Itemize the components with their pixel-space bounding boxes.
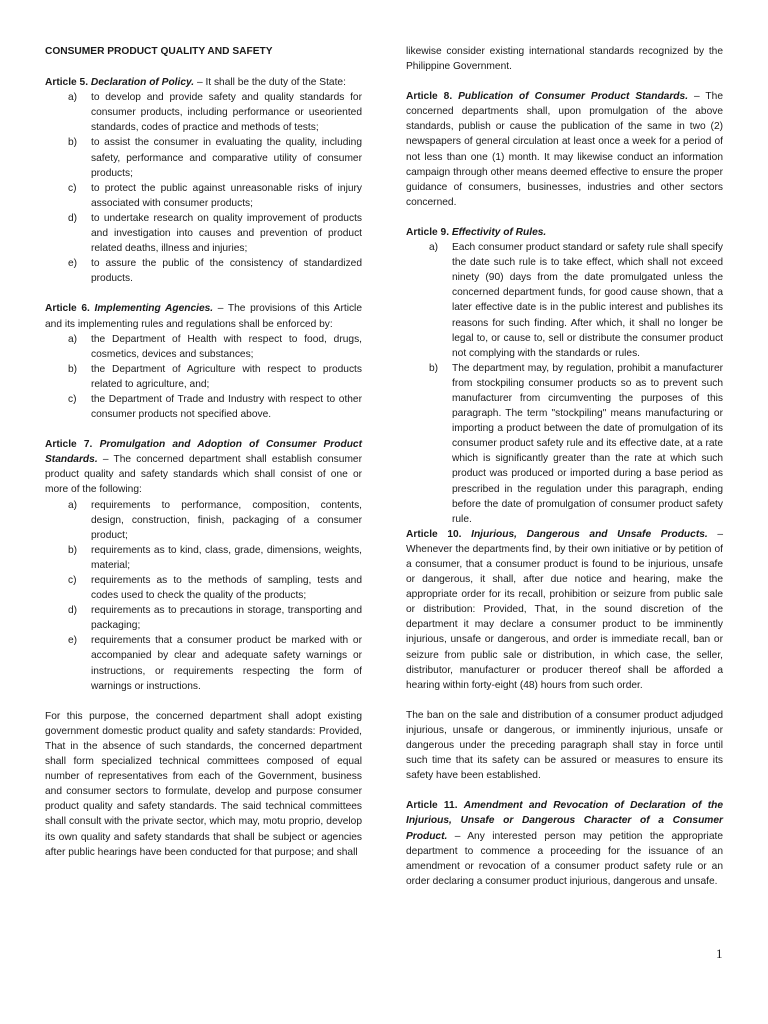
list-marker: a) [68, 333, 78, 345]
article-11-text: – Any interested person may petition the appropriate department to commence a proceeding for the issuance of an amendment or revocation of a consumer product safety rule or an order declaring a consumer product injurious, dangerous and unsafe. [406, 830, 723, 887]
list-item [45, 256, 362, 286]
list-marker: b) [68, 363, 78, 375]
list-marker: b) [429, 362, 439, 374]
article-5-text: – It shall be the duty of the State: [194, 77, 346, 89]
list-item-text: to assure the public of the consistency of standardized products. [91, 258, 362, 285]
article-7-list [45, 498, 362, 694]
list-item [45, 135, 362, 180]
page-number: 1 [716, 946, 723, 961]
article-9-title: Effectivity of Rules. [451, 226, 547, 238]
article-6-text: – The provisions of this Article and its implementing rules and regulations shall be enforced by: [45, 303, 362, 330]
article-9-list [406, 240, 723, 527]
article-8-number: Article 8. [406, 91, 453, 103]
article-9-number: Article 9. [406, 226, 450, 238]
article-5-list [45, 90, 362, 286]
article-6-intro [45, 301, 362, 331]
list-item-text: to protect the public against unreasonable risks of injury associated with consumer products; [91, 182, 362, 209]
article-5-title: Declaration of Policy. [90, 77, 195, 89]
list-item-text: the Department of Trade and Industry with respect to other consumer products not specified above. [91, 393, 362, 421]
list-marker: b) [68, 544, 78, 556]
list-item-text: the Department of Agriculture with respect to products related to agriculture, and; [91, 363, 362, 390]
article-8-intro [406, 89, 723, 210]
list-item [45, 90, 362, 135]
article-11-number: Article 11. [406, 800, 458, 812]
list-item-text: requirements to performance, composition, contents, design, construction, finish, packaging of a consumer product; [91, 499, 362, 541]
list-item [45, 332, 362, 362]
document-heading: CONSUMER PRODUCT QUALITY AND SAFETY [45, 46, 273, 57]
article-11-intro [406, 798, 723, 889]
list-marker: a) [68, 499, 78, 511]
list-item-text: to develop and provide safety and quality standards for consumer products, including performance or useoriented standards, codes of practice and methods of tests; [91, 92, 362, 134]
list-item-text: requirements as to precautions in storage, transporting and packaging; [91, 605, 362, 632]
list-marker: e) [68, 635, 78, 647]
list-marker: a) [429, 242, 439, 254]
list-item-text: The department may, by regulation, prohibit a manufacturer from stockpiling consumer products so as to prevent such manufacturer from circumventing the purposes of this paragraph. The term "stockpiling" means manufacturing or importing a product between the date of promulgation of its consumer product safety rule and its effective date, at a rate which is significantly greater than the rate at which such product was produced or imported during a base period as prescribed in the regulation under this paragraph, ending before the date of promulgation of consumer product safety rule. [452, 362, 723, 525]
article-10-title: Injurious, Dangerous and Unsafe Products. [471, 528, 708, 540]
article-7-title: Promulgation and Adoption of Consumer Product Standards. [45, 439, 362, 466]
article-11-title: Amendment and Revocation of Declaration of the Injurious, Unsafe or Dangerous Character of a Consumer Product. [406, 800, 723, 842]
list-marker: c) [68, 393, 77, 405]
article-8-title: Publication of Consumer Product Standards. [458, 91, 689, 103]
list-item [45, 181, 362, 211]
article-8-text: – The concerned departments shall, upon promulgation of the above standards, publish or cause the publication of the same in two (2) newspapers of general circulation at least once a week for a period of not less than one (1) month. It may likewise conduct an information campaign through other means deemed effective to ensure the proper guidance of consumers, businesses, industries and other sectors concerned. [406, 91, 723, 208]
list-item [45, 392, 362, 422]
article-5-intro [45, 75, 362, 90]
list-item-text: to assist the consumer in evaluating the quality, including safety, performance and comparative utility of consumer products; [91, 137, 362, 179]
list-item [406, 240, 723, 361]
list-item [406, 361, 723, 527]
article-7-intro [45, 437, 362, 497]
article-10-paragraph: The ban on the sale and distribution of a consumer product adjudged injurious, unsafe or dangerous, or imminently injurious, unsafe or dangerous under the preceding paragraph shall stay in force until such time that its safety can be assured or measures to ensure its safety have been established. [406, 709, 723, 782]
article-5-number: Article 5. [45, 77, 89, 89]
list-item [45, 573, 362, 603]
article-9-intro [406, 225, 723, 240]
list-item-text: the Department of Health with respect to food, drugs, cosmetics, devices and substances; [91, 333, 362, 360]
list-marker: e) [68, 258, 78, 270]
article-7-text: – The concerned department shall establish consumer product quality and safety standards which shall consist of one or more of the following: [45, 454, 362, 496]
article-7-paragraph-continued: likewise consider existing international standards recognized by the Philippine Government. [406, 46, 723, 73]
article-10-intro [406, 527, 723, 693]
list-marker: d) [68, 212, 78, 224]
list-marker: d) [68, 605, 78, 617]
list-marker: b) [68, 137, 78, 149]
right-column [406, 44, 723, 889]
list-item-text: requirements as to kind, class, grade, dimensions, weights, material; [91, 544, 362, 571]
list-item-text: requirements as to the methods of sampling, tests and codes used to check the quality of the products; [91, 575, 362, 602]
article-6-list [45, 332, 362, 423]
article-10-number: Article 10. [406, 528, 462, 540]
article-6-number: Article 6. [45, 303, 90, 315]
list-marker: c) [68, 575, 77, 586]
list-item [45, 498, 362, 543]
list-item-text: Each consumer product standard or safety rule shall specify the date such rule is to take effect, which shall not exceed ninety (90) days from the date promulgated unless the concerned department funds, for good cause shown, that a later effective date is in the public interest and publishes its reasons for such finding. After which, it shall no longer be legal to, or cause to, sell or distribute the consumer product not complying with the standards or rules. [452, 242, 723, 359]
left-column [45, 44, 362, 860]
article-7-number: Article 7. [45, 439, 93, 451]
list-marker: c) [68, 182, 77, 194]
article-7-paragraph: For this purpose, the concerned department shall adopt existing government domestic product quality and safety standards: Provided, That in the absence of such standards, the concerned department shall form specialized technical committees composed of equal number of representatives from each of the Government, business and consumer sectors to formulate, develop and purpose consumer product quality and safety standards. The said technical committees shall consult with the private sector, which may, motu proprio, develop its own quality and safety standards that shall be subject or agencies after public hearings have been conducted for that purpose; and shall [45, 710, 362, 858]
list-marker: a) [68, 92, 78, 104]
list-item [45, 211, 362, 256]
article-6-title: Implementing Agencies. [94, 303, 214, 315]
list-item [45, 603, 362, 633]
list-item [45, 362, 362, 392]
article-10-text: – Whenever the departments find, by their own initiative or by petition of a consumer, that a consumer product is found to be injurious, unsafe or dangerous, it shall, after due notice and hearing, make the appropriate order for its recall, prohibition or seizure from public sale or distribution: Provided, That, in the sound discretion of the department it may declare a consumer product to be imminently injurious, unsafe or dangerous, and order is immediate recall, ban or seizure from public sale or distribution, in which case, the seller, distributor, manufacturer or producer thereof shall be afforded a hearing within forty-eight (48) hours from such order. [406, 528, 724, 691]
list-item [45, 633, 362, 693]
list-item-text: to undertake research on quality improvement of products and investigation into causes and prevention of product related deaths, illness and injuries; [91, 212, 362, 255]
list-item-text: requirements that a consumer product be marked with or accompanied by clear and adequate safety warnings or instructions, or requirements respecting the form of warnings or instructions. [91, 635, 362, 692]
list-item [45, 543, 362, 573]
